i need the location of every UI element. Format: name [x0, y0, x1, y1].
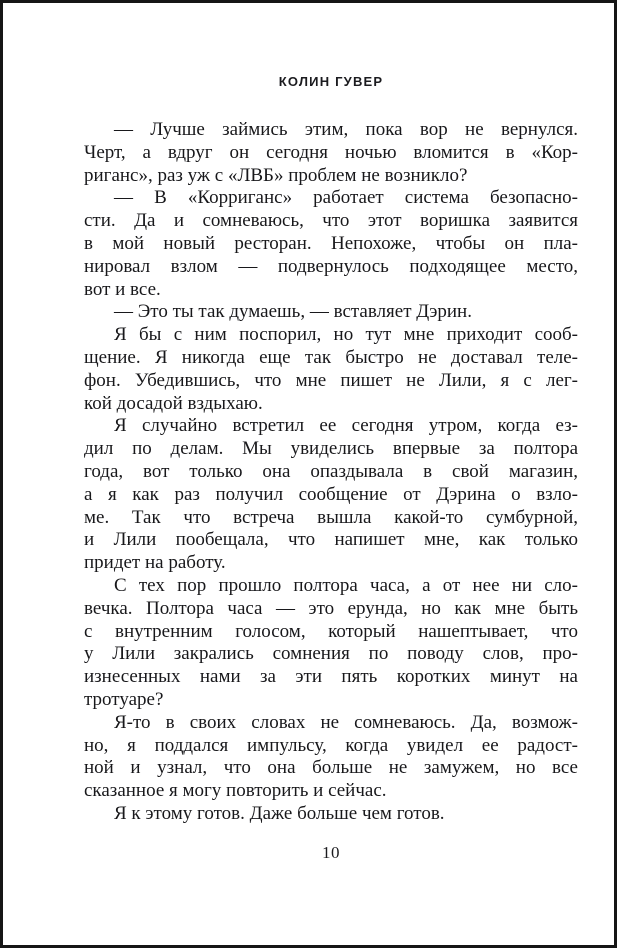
text-line: тротуаре? [84, 688, 164, 710]
text-line: Черт, а вдруг он сегодня ночью вломится в «Кор- [84, 141, 578, 163]
paragraph [84, 119, 578, 187]
text-line: вот и все. [84, 278, 161, 300]
paragraph [84, 712, 578, 803]
text-line: ме. Так что встреча вышла какой-то сумбурной, [84, 506, 578, 528]
book-page [3, 3, 614, 945]
text-line: Я бы с ним поспорил, но тут мне приходит сооб- [114, 324, 578, 346]
text-line: и Лили пообещала, что напишет мне, как только [84, 529, 578, 551]
body-text [84, 119, 578, 826]
text-line: кой досадой вздыхаю. [84, 392, 263, 414]
paragraph [84, 324, 578, 415]
text-line: изнесенных нами за эти пять коротких минут на [84, 666, 578, 688]
text-line: — Лучше займись этим, пока вор не вернулся. [114, 119, 578, 140]
text-line: щение. Я никогда еще так быстро не доставал теле- [84, 346, 578, 368]
text-line: — В «Корриганс» работает система безопасно- [114, 187, 578, 209]
text-line: придет на работу. [84, 552, 226, 574]
text-line: нировал взлом — подвернулось подходящее место, [84, 255, 578, 277]
page-number: 10 [322, 842, 340, 862]
text-line: дил по делам. Мы увиделись впервые за полтора [84, 438, 578, 460]
paragraph [84, 415, 578, 575]
text-line: но, я поддался импульсу, когда увидел ее радост- [84, 734, 578, 756]
text-line: Я к этому готов. Даже больше чем готов. [114, 802, 445, 824]
text-line: года, вот только она опаздывала в свой магазин, [84, 460, 578, 482]
text-line: а я как раз получил сообщение от Дэрина о взло- [84, 483, 578, 505]
text-line: в мой новый ресторан. Непохоже, чтобы он пла- [84, 232, 578, 254]
text-line: вечка. Полтора часа — это ерунда, но как мне быть [84, 597, 578, 619]
paragraph [84, 301, 578, 324]
text-line: с внутренним голосом, который нашептывает, что [84, 620, 578, 642]
text-line: фон. Убедившись, что мне пишет не Лили, я с лег- [84, 369, 578, 391]
text-line: ной и узнал, что она больше не замужем, но все [84, 757, 578, 779]
paragraph [84, 575, 578, 712]
text-line: у Лили закрались сомнения по поводу слов, про- [84, 643, 578, 665]
paragraph [84, 803, 578, 826]
text-line: Я-то в своих словах не сомневаюсь. Да, возмож- [114, 711, 578, 733]
text-line: С тех пор прошло полтора часа, а от нее ни сло- [114, 574, 578, 596]
running-head: КОЛИН ГУВЕР [278, 74, 384, 89]
text-line: Я случайно встретил ее сегодня утром, когда ез- [114, 415, 578, 437]
paragraph [84, 187, 578, 301]
text-line: сказанное я могу повторить и сейчас. [84, 780, 387, 802]
text-line: сти. Да и сомневаюсь, что этот воришка заявится [84, 210, 578, 232]
text-line: риганс», раз уж с «ЛВБ» проблем не возникло? [84, 164, 468, 186]
text-line: — Это ты так думаешь, — вставляет Дэрин. [114, 301, 472, 323]
